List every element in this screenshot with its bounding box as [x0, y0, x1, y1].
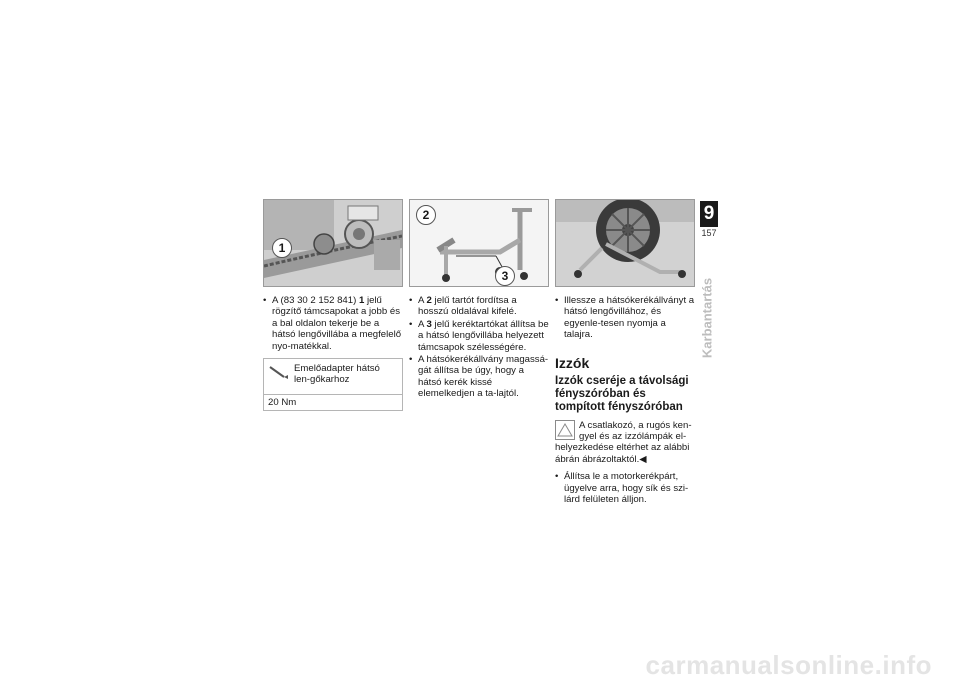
section-title: Izzók — [555, 354, 590, 371]
bullet-text: A hátsókerékállvány magassá-gát állítsa be úgy, hogy a hátsó kerék kissé elemelkedjen a ta-lajtól. — [418, 354, 549, 400]
list-item: • Illessze a hátsókerékállványt a hátsó lengővillához, és egyenle-tesen nyomja a talajra. — [555, 295, 695, 341]
instruction-list — [409, 295, 549, 400]
part-reference: 1 — [358, 295, 365, 306]
warning-triangle-icon — [555, 420, 575, 440]
column-2 — [409, 199, 549, 401]
figure-label-2: 2 — [416, 205, 436, 225]
part-reference: 3 — [426, 318, 432, 330]
note-text: A csatlakozó, a rugós ken-gyel és az izzólámpák el-helyezkedése eltérhet az alábbi ábrán ábrázoltaktól.◀ — [555, 419, 692, 465]
column-3 — [555, 199, 695, 506]
spec-value: 20 Nm — [268, 397, 297, 409]
bullet-text: jelű keréktartókat állítsa be a hátsó lengővillába helyezett támcsapok szélességére. — [418, 318, 549, 353]
watermark: carmanualsonline.info — [645, 650, 932, 680]
instruction-list — [555, 295, 695, 341]
instruction-list — [555, 471, 695, 505]
torque-spec-table — [263, 358, 403, 411]
stand-photo — [409, 199, 549, 287]
figure-label-1: 1 — [272, 238, 292, 258]
bullet-text: jelű rögzítő támcsapokat a jobb és a bal oldalon tekerje be a hátsó lengővillába a megfelelő nyo-matékkal. — [272, 295, 402, 352]
chapter-title-text: Karbantartás — [699, 277, 715, 358]
subsection-title: Izzók cseréje a távolsági fényszóróban és tompított fényszóróban — [555, 374, 689, 413]
spec-label: Emelőadapter hátsó len-gőkarhoz — [294, 363, 380, 386]
chapter-number: 9 — [700, 201, 718, 227]
part-reference: 2 — [426, 295, 432, 306]
instruction-list — [263, 295, 403, 352]
note-box — [555, 420, 695, 466]
swingarm-photo — [263, 199, 403, 287]
rear-wheel-stand-illustration — [556, 200, 694, 286]
list-item: • Állítsa le a motorkerékpárt, ügyelve arra, hogy sík és szi-lárd felületen álljon. — [555, 471, 695, 505]
figure-label-3: 3 — [495, 266, 515, 286]
list-item — [409, 319, 549, 353]
chapter-title — [697, 265, 717, 370]
bullet-text: A (83 30 2 152 841) — [272, 295, 359, 306]
column-1 — [263, 199, 403, 411]
list-item — [409, 354, 549, 400]
page-number: 157 — [701, 228, 717, 238]
wrench-icon — [268, 363, 292, 389]
rear-wheel-photo — [555, 199, 695, 287]
list-item — [409, 295, 549, 318]
list-item — [263, 295, 403, 352]
bullet-text: A — [418, 318, 427, 330]
bullet-text: jelű tartót fordítsa a hosszú oldalával kifelé. — [418, 295, 517, 318]
bullet-text: A — [418, 295, 427, 306]
